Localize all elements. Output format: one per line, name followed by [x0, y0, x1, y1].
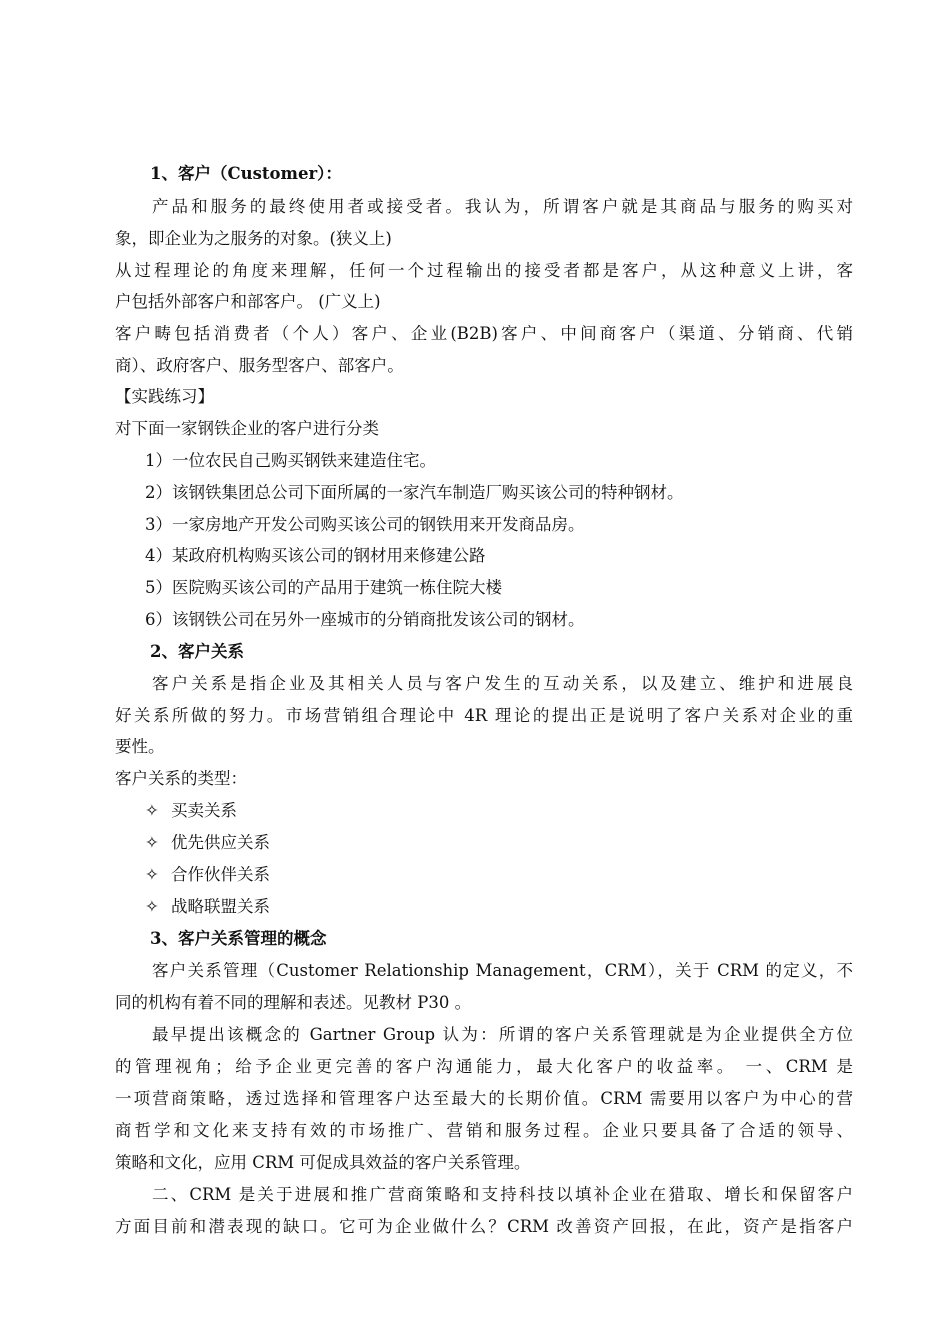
- bullet-icon: ✧: [145, 897, 159, 916]
- list-item: ✧ 合作伙伴关系: [145, 865, 270, 884]
- section2-para1-line1: 客户关系是指企业及其相关人员与客户发生的互动关系，以及建立、维护和进展良: [152, 674, 853, 693]
- section1-para1-line2: 象，即企业为之服务的对象。(狭义上): [115, 229, 392, 248]
- section1-para3-line1: 客户畴包括消费者（个人）客户、企业(B2B)客户、中间商客户（渠道、分销商、代销: [115, 324, 853, 343]
- bullet-icon: ✧: [145, 833, 159, 852]
- practice-item: 5）医院购买该公司的产品用于建筑一栋住院大楼: [145, 578, 502, 597]
- practice-item: 2）该钢铁集团总公司下面所属的一家汽车制造厂购买该公司的特种钢材。: [145, 483, 684, 502]
- list-item: ✧ 战略联盟关系: [145, 897, 270, 916]
- section1-para3-line2: 商）、政府客户、服务型客户、部客户。: [115, 356, 404, 375]
- section2-para1-line2: 好关系所做的努力。市场营销组合理论中 4R 理论的提出正是说明了客户关系对企业的重: [115, 706, 853, 725]
- section3-para2-line2: 的管理视角；给予企业更完善的客户沟通能力，最大化客户的收益率。 一、CRM 是: [115, 1057, 853, 1076]
- practice-item: 4）某政府机构购买该公司的钢材用来修建公路: [145, 546, 486, 565]
- section2-para1-line3: 要性。: [115, 737, 165, 756]
- practice-item: 3）一家房地产开发公司购买该公司的钢铁用来开发商品房。: [145, 515, 585, 534]
- section3-para1-line1: 客户关系管理（Customer Relationship Management，CRM），关于 CRM 的定义，不: [152, 961, 853, 980]
- section3-para2-line5: 策略和文化，应用 CRM 可促成具效益的客户关系管理。: [115, 1153, 531, 1172]
- section1-para2-line1: 从过程理论的角度来理解，任何一个过程输出的接受者都是客户，从这种意义上讲，客: [115, 261, 853, 280]
- section3-para2-line1: 最早提出该概念的 Gartner Group 认为：所谓的客户关系管理就是为企业提供全方位: [152, 1025, 853, 1044]
- section3-para2-line3: 一项营商策略，透过选择和管理客户达至最大的长期价值。CRM 需要用以客户为中心的营: [115, 1089, 853, 1108]
- bullet-icon: ✧: [145, 865, 159, 884]
- relationship-types-title: 客户关系的类型：: [115, 769, 247, 788]
- section1-para1-line1: 产品和服务的最终使用者或接受者。我认为，所谓客户就是其商品与服务的购买对: [152, 197, 853, 216]
- section2-heading: 2、客户关系: [150, 642, 244, 661]
- section1-heading: 1、客户（Customer）：: [150, 164, 342, 183]
- practice-item: 6）该钢铁公司在另外一座城市的分销商批发该公司的钢材。: [145, 610, 585, 629]
- practice-item: 1）一位农民自己购买钢铁来建造住宅。: [145, 451, 436, 470]
- section3-heading: 3、客户关系管理的概念: [150, 929, 327, 948]
- section3-para2-line4: 商哲学和文化来支持有效的市场推广、营销和服务过程。企业只要具备了合适的领导、: [115, 1121, 853, 1140]
- list-item: ✧ 优先供应关系: [145, 833, 270, 852]
- practice-intro: 对下面一家钢铁企业的客户进行分类: [115, 419, 379, 438]
- section3-para3-line2: 方面目前和潜表现的缺口。它可为企业做什么？CRM 改善资产回报，在此，资产是指客户: [115, 1217, 853, 1236]
- practice-title: 【实践练习】: [115, 387, 214, 406]
- section1-para2-line2: 户包括外部客户和部客户。 (广义上): [115, 292, 381, 311]
- bullet-icon: ✧: [145, 801, 159, 820]
- section3-para1-line2: 同的机构有着不同的理解和表述。见教材 P30 。: [115, 993, 472, 1012]
- list-item: ✧ 买卖关系: [145, 801, 237, 820]
- section3-para3-line1: 二、CRM 是关于进展和推广营商策略和支持科技以填补企业在猎取、增长和保留客户: [152, 1185, 853, 1204]
